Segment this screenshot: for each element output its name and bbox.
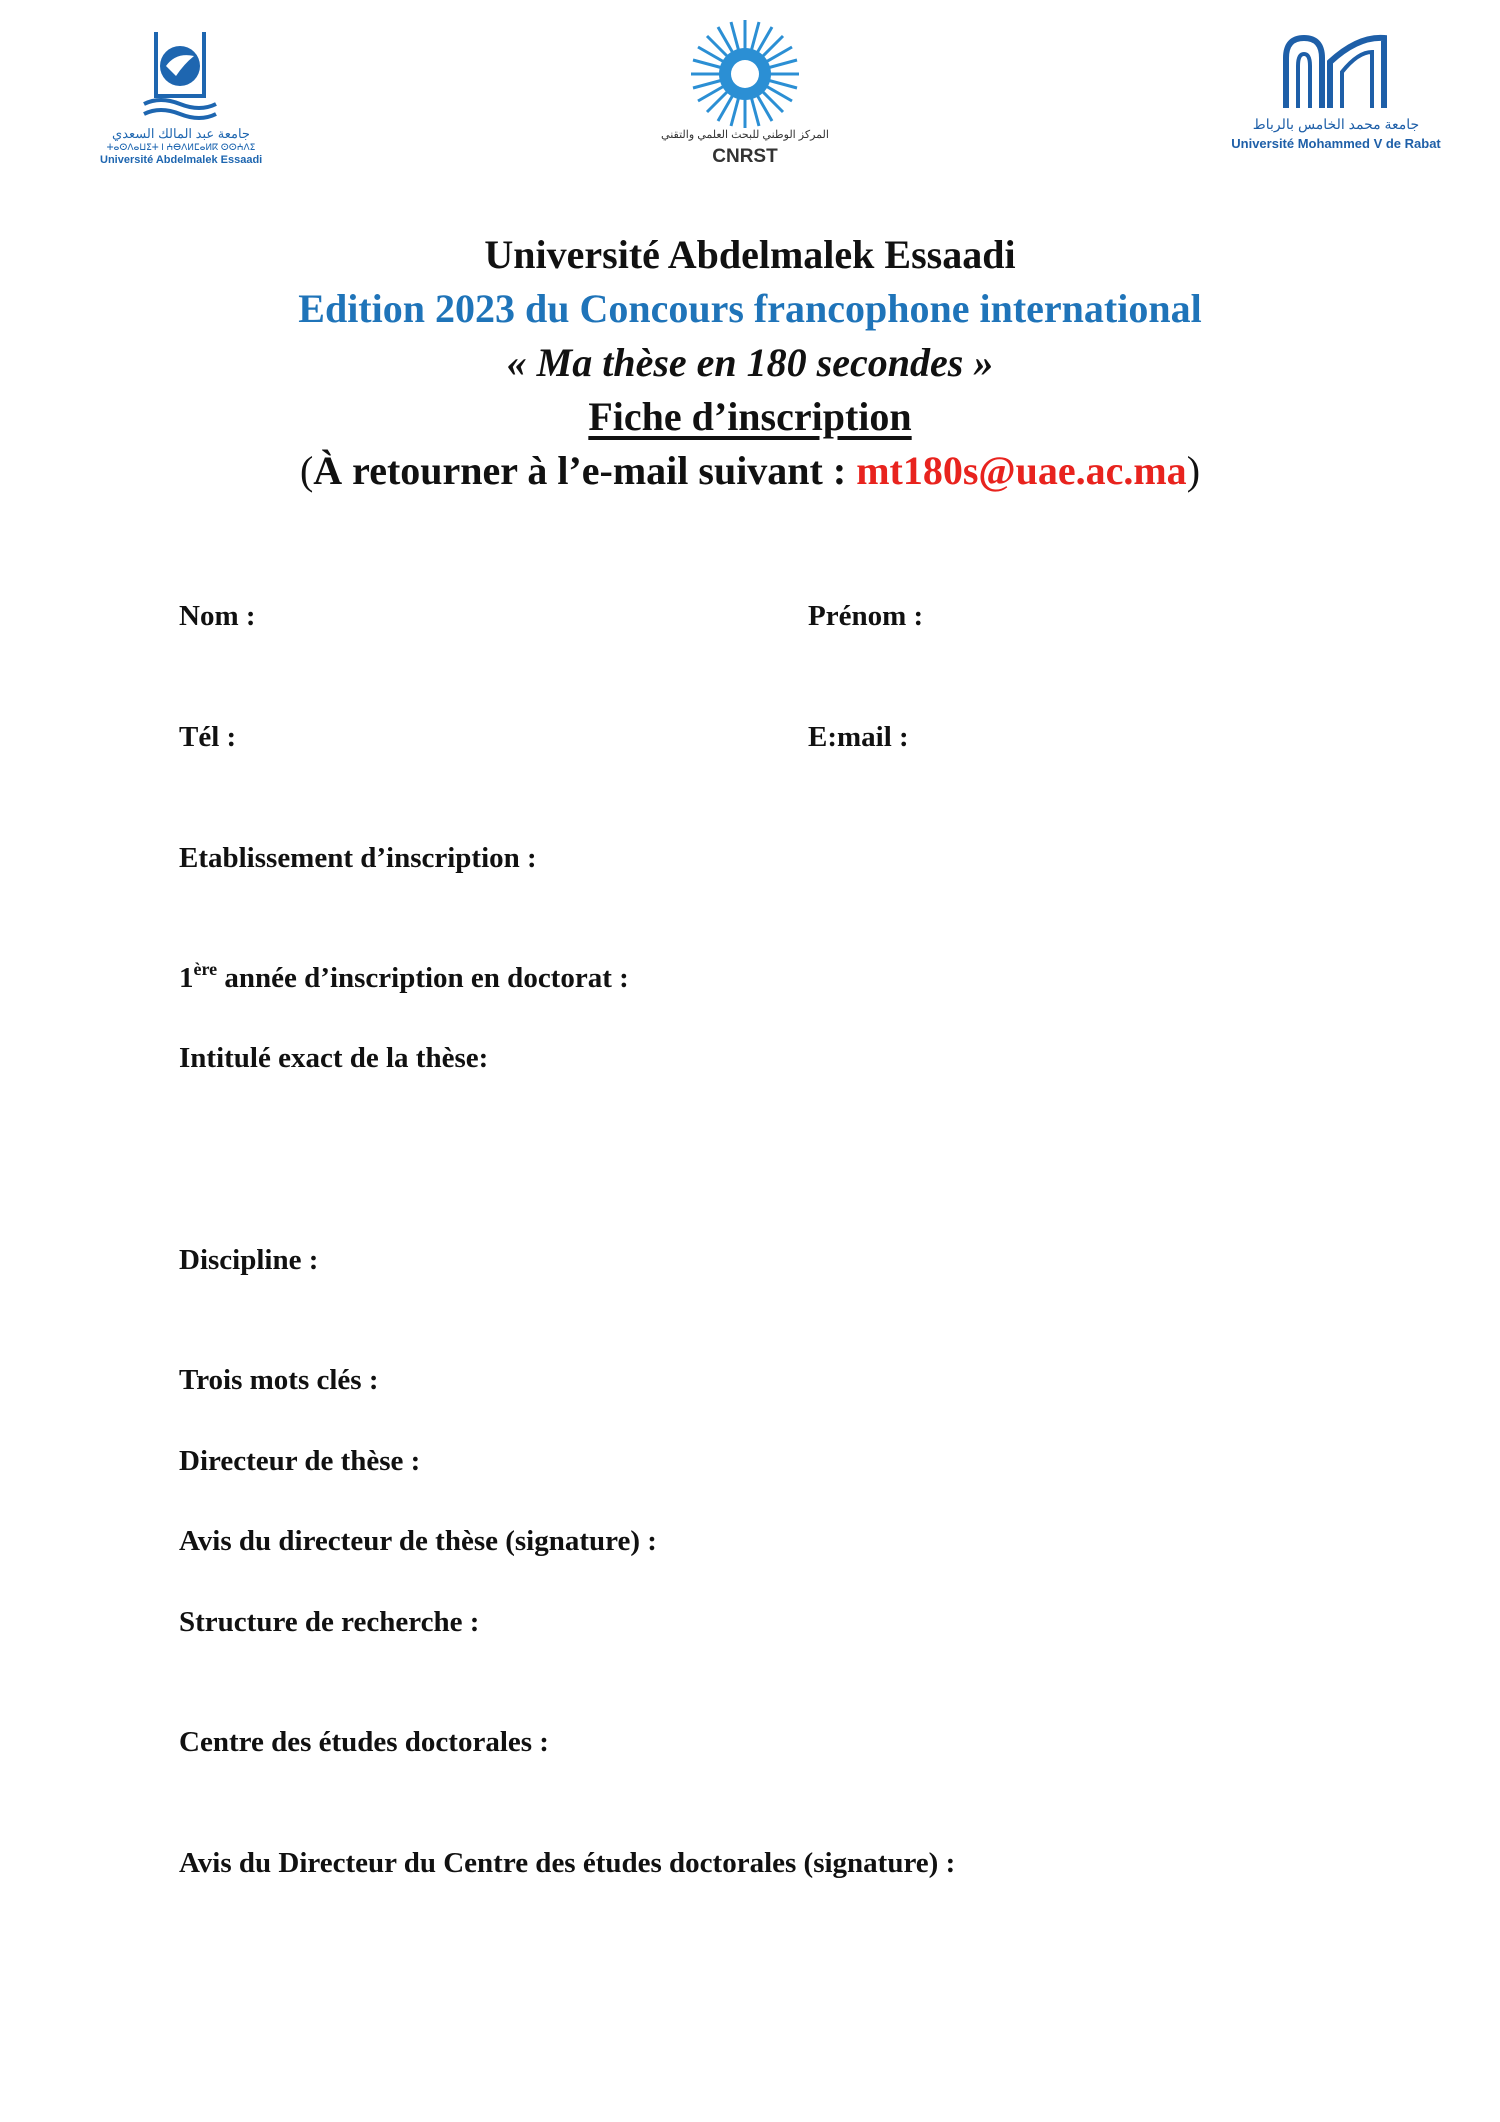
cnrst-logo	[650, 12, 840, 176]
field-avis-directeur: Avis du directeur de thèse (signature) :	[179, 1525, 657, 1557]
field-prenom: Prénom :	[808, 600, 924, 632]
header	[0, 228, 1500, 498]
cnrst-arabic-arc: المركز الوطني للبحث العلمي والتقني	[661, 129, 829, 141]
annee-number: 1	[179, 962, 194, 994]
return-paren-close: )	[1186, 448, 1201, 493]
return-email-link[interactable]: mt180s@uae.ac.ma	[856, 448, 1187, 493]
cnrst-name: CNRST	[712, 146, 778, 167]
field-discipline: Discipline :	[179, 1244, 319, 1276]
slogan: « Ma thèse en 180 secondes »	[506, 340, 994, 385]
uae-emblem-icon	[104, 26, 264, 126]
return-paren-open: (	[299, 448, 314, 493]
form-title-line	[0, 390, 1500, 444]
uae-arabic-name: جامعة عبد المالك السعدي	[112, 126, 250, 141]
field-directeur: Directeur de thèse :	[179, 1445, 421, 1477]
return-text: À retourner à l’e-mail suivant :	[313, 448, 857, 493]
field-mots-cles: Trois mots clés :	[179, 1364, 379, 1396]
uae-logo	[100, 26, 264, 168]
field-intitule: Intitulé exact de la thèse:	[179, 1042, 489, 1074]
field-email: E:mail :	[808, 721, 909, 753]
field-tel: Tél :	[179, 721, 237, 753]
um5-latin-name: Université Mohammed V de Rabat	[1231, 136, 1441, 151]
uae-latin-name: Université Abdelmalek Essaadi	[100, 154, 263, 166]
field-structure: Structure de recherche :	[179, 1606, 480, 1638]
uae-tifinagh-name: ⵜⴰⵙⴷⴰⵡⵉⵜ ⵏ ⵄⴱⴷⵍⵎⴰⵍⴽ ⵙⵙⵄⴷⵉ	[106, 142, 256, 152]
um5-logo	[1218, 32, 1454, 154]
field-avis-centre: Avis du Directeur du Centre des études doctorales (signature) :	[179, 1847, 956, 1879]
field-centre: Centre des études doctorales :	[179, 1726, 549, 1758]
field-etablissement: Etablissement d’inscription :	[179, 842, 537, 874]
annee-label: année d’inscription en doctorat :	[217, 962, 629, 994]
field-annee-doctorat	[179, 960, 629, 996]
form-title: Fiche d’inscription	[588, 394, 912, 439]
edition-title: Edition 2023 du Concours francophone international	[298, 286, 1202, 331]
annee-superscript: ère	[193, 959, 218, 979]
um5-arches-icon	[1218, 32, 1454, 114]
um5-arabic-name: جامعة محمد الخامس بالرباط	[1252, 116, 1420, 132]
field-nom: Nom :	[179, 600, 256, 632]
university-title: Université Abdelmalek Essaadi	[484, 232, 1016, 277]
return-instruction	[0, 444, 1500, 498]
